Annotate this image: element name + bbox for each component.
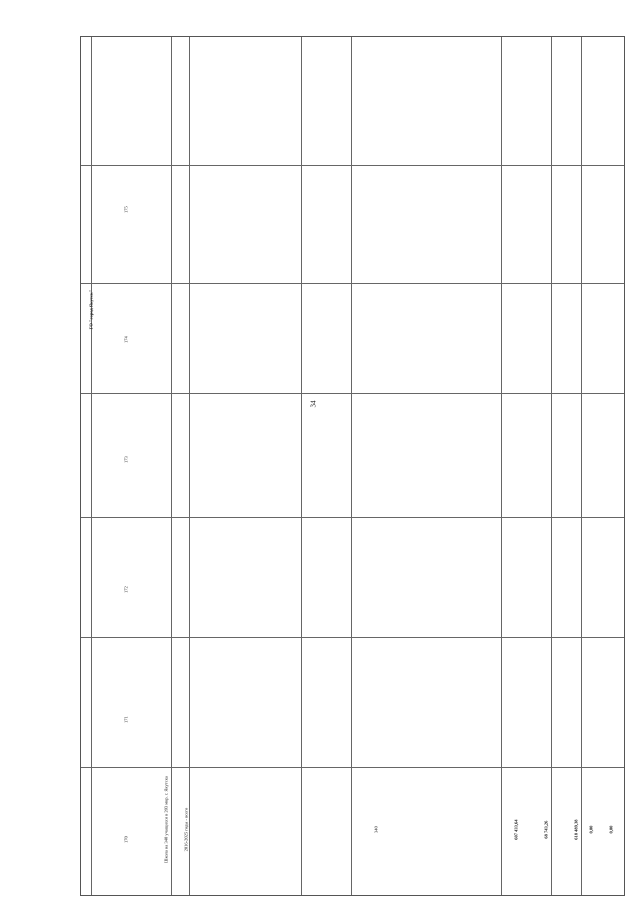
row-number: 171 bbox=[123, 716, 129, 723]
row-number: 172 bbox=[123, 586, 129, 593]
row-number: 170 bbox=[123, 836, 129, 843]
total-value: 607 433,64 bbox=[513, 819, 519, 840]
value-2020: 618 489,38 bbox=[573, 819, 579, 840]
row-number: 175 bbox=[123, 206, 129, 213]
capacity: 340 bbox=[373, 826, 379, 833]
page-number: 34 bbox=[309, 400, 318, 408]
value-2021: 0,00 bbox=[588, 825, 594, 834]
object-name: Школа на 340 учащихся в 203 мкр. г. Якутска bbox=[163, 776, 169, 864]
period-label: 2016-2025 годы - всего bbox=[183, 807, 189, 852]
investment-table bbox=[80, 36, 625, 896]
value-2022: 0,00 bbox=[608, 825, 614, 834]
group-header: ГО "город Якутск" bbox=[88, 289, 94, 330]
row-number: 174 bbox=[123, 336, 129, 343]
row-number: 173 bbox=[123, 456, 129, 463]
value-2019: 68 743,26 bbox=[543, 820, 549, 839]
